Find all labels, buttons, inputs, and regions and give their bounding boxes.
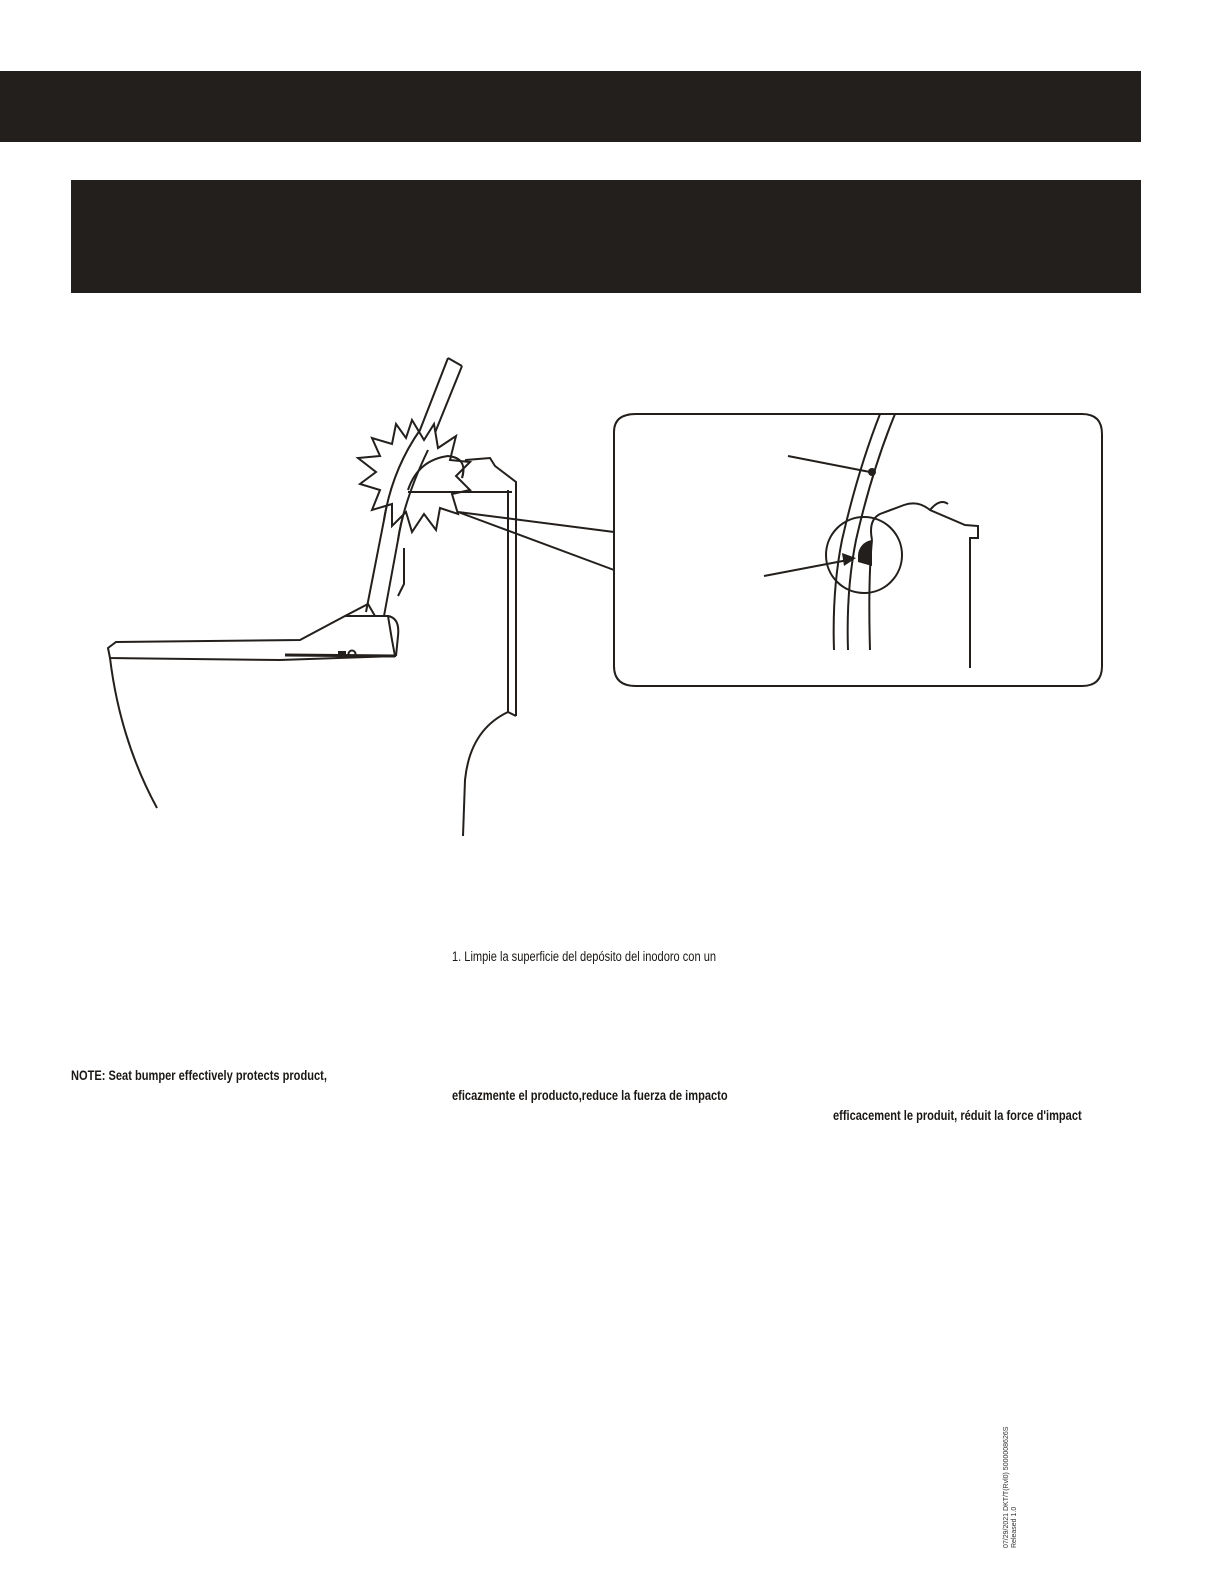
document-code	[1003, 1427, 1019, 1548]
spanish-note-line: eficazmente el producto,reduce la fuerza de impacto	[452, 1088, 728, 1103]
french-note-line: efficacement le produit, réduit la force d'impact	[833, 1108, 1082, 1123]
toilet-side-view	[108, 358, 516, 836]
seat-bumper-detail-callout	[614, 414, 1102, 686]
english-note: NOTE: Seat bumper effectively protects product,	[71, 1068, 327, 1083]
document-code-line-1: 07/29/2021 DKT/T(Rvl0) 5000008626S	[1003, 1426, 1010, 1548]
document-code-line-2: Released 1.0	[1011, 1506, 1018, 1548]
spanish-step-1: 1. Limpie la superficie del depósito del inodoro con un	[452, 949, 717, 964]
